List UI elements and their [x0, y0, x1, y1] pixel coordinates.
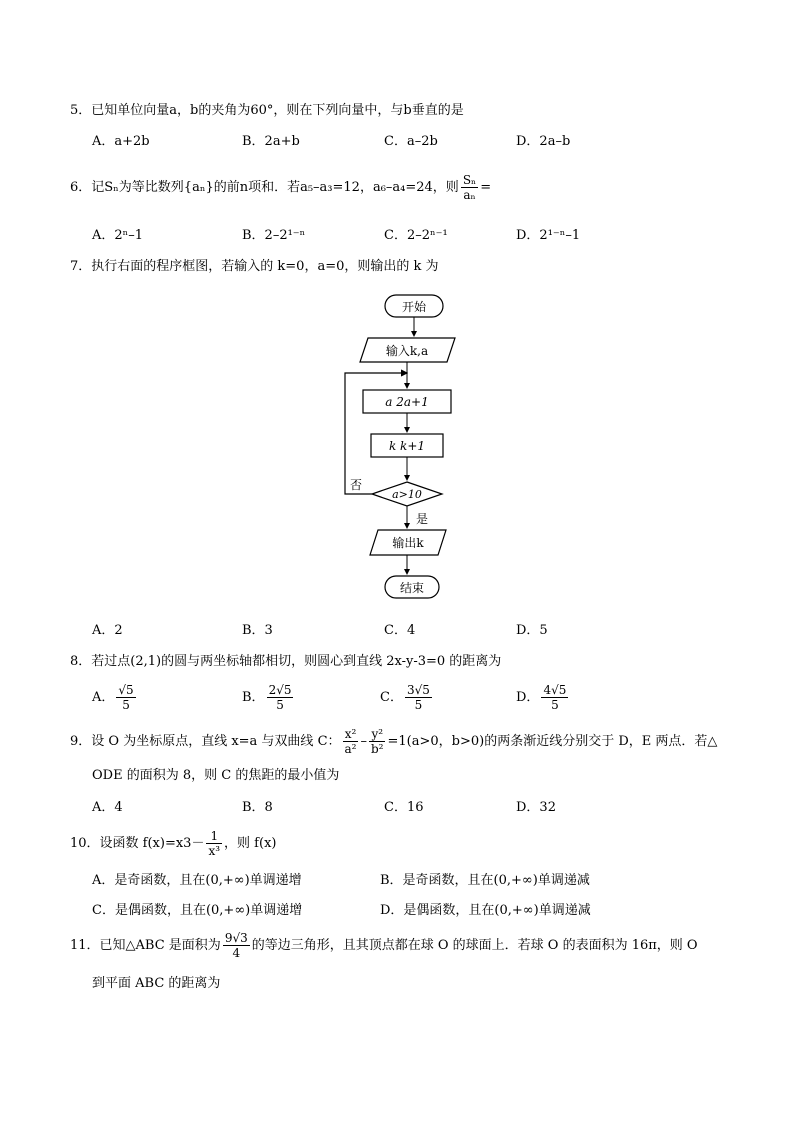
q11-stem-suffix: 的等边三角形，且其顶点都在球 O 的球面上．若球 O 的表面积为 16π，则 O — [251, 938, 698, 953]
q7-option-d: D．5 — [516, 623, 548, 638]
q11-stem-prefix: 11．已知△ABC 是面积为 — [70, 938, 221, 953]
q8-option-b-den: 5 — [276, 698, 284, 712]
q8-option-d-num: 4√5 — [543, 683, 567, 697]
q10-frac-num: 1 — [206, 829, 222, 844]
q8-option-c-den: 5 — [414, 698, 423, 712]
q6-frac-num: Sₙ — [462, 173, 477, 187]
q6-option-b: B．2–2¹⁻ⁿ — [242, 228, 306, 243]
q5-stem: 5．已知单位向量a，b的夹角为60°，则在下列向量中，与b垂直的是 — [70, 103, 464, 118]
q8-option-a-num: √5 — [118, 683, 134, 697]
q9-stem-a: 9．设 O 为坐标原点，直线 x=a 与双曲线 C： — [70, 734, 341, 749]
flowchart — [330, 285, 480, 610]
q11-stem — [70, 928, 698, 964]
q6-option-a: A．2ⁿ–1 — [92, 228, 144, 243]
q7-option-c: C．4 — [384, 623, 416, 638]
q10-option-c: C．是偶函数，且在(0,+∞)单调递增 — [92, 903, 303, 918]
q9-option-d: D．32 — [516, 800, 556, 815]
q8-option-d — [516, 680, 570, 716]
q6-fraction — [461, 173, 478, 202]
flow-step-a-label: a 2a+1 — [385, 395, 429, 409]
q10-option-b: B．是奇函数，且在(0,+∞)单调递减 — [380, 873, 590, 888]
q9-minus: – — [360, 734, 367, 749]
q11-frac-num: 9√3 — [224, 931, 248, 945]
q5-option-b: B．2a+b — [242, 134, 300, 149]
q8-option-d-den: 5 — [551, 698, 559, 712]
q5-option-d: D．2a–b — [516, 134, 571, 149]
flow-yes-label: 是 — [416, 512, 429, 526]
q7-option-b: B．3 — [242, 623, 273, 638]
q8-option-b-letter: B． — [242, 690, 265, 705]
flow-end-label: 结束 — [399, 581, 425, 595]
q9-option-c: C．16 — [384, 800, 424, 815]
q9-option-b: B．8 — [242, 800, 273, 815]
q7-option-a: A．2 — [92, 623, 123, 638]
q8-option-a-den: 5 — [122, 698, 130, 712]
q8-option-a — [92, 680, 138, 716]
q8-option-c-letter: C． — [380, 690, 403, 705]
q10-stem-prefix: 10．设函数 f(x)=x3－ — [70, 836, 205, 851]
flow-condition-label: a>10 — [392, 488, 422, 501]
q10-stem — [70, 826, 276, 862]
q7-stem: 7．执行右面的程序框图，若输入的 k=0，a=0，则输出的 k 为 — [70, 259, 439, 274]
q10-option-d: D．是偶函数，且在(0,+∞)单调递减 — [380, 903, 591, 918]
flow-output-label: 输出k — [392, 536, 424, 550]
flow-no-label: 否 — [350, 478, 363, 492]
q6-frac-den: aₙ — [463, 188, 476, 202]
flow-input-label: 输入k,a — [385, 344, 429, 358]
q10-option-a: A．是奇函数，且在(0,+∞)单调递增 — [92, 873, 302, 888]
q9-frac2-num: y² — [369, 727, 386, 742]
flow-start-label: 开始 — [401, 300, 427, 314]
q9-stem-line2: ODE 的面积为 8，则 C 的焦距的最小值为 — [92, 768, 340, 783]
q5-option-a: A．a+2b — [92, 134, 150, 149]
q9-frac1-num: x² — [343, 727, 359, 742]
q6-stem — [70, 168, 491, 208]
q9-stem-line1 — [70, 724, 717, 760]
q8-option-d-letter: D． — [516, 690, 540, 705]
q8-option-c-num: 3√5 — [406, 683, 430, 697]
q9-option-a: A．4 — [92, 800, 123, 815]
q11-frac-den: 4 — [232, 946, 241, 960]
q8-stem: 8．若过点(2,1)的圆与两坐标轴都相切，则圆心到直线 2x-y-3=0 的距离为 — [70, 654, 502, 669]
q10-frac-den: x³ — [208, 844, 221, 858]
q6-stem-suffix: = — [480, 180, 492, 195]
q8-option-b-num: 2√5 — [268, 683, 292, 697]
q9-frac1-den: a² — [344, 742, 357, 756]
q8-option-a-letter: A． — [92, 690, 115, 705]
q6-stem-prefix: 6．记Sₙ为等比数列{aₙ}的前n项和．若a₅–a₃=12，a₆–a₄=24，则 — [70, 180, 459, 195]
q6-option-d: D．2¹⁻ⁿ–1 — [516, 228, 581, 243]
q5-option-c: C．a–2b — [384, 134, 438, 149]
q6-option-c: C．2–2ⁿ⁻¹ — [384, 228, 448, 243]
q9-frac2-den: b² — [370, 742, 384, 756]
q9-stem-b: =1(a>0，b>0)的两条渐近线分别交于 D，E 两点．若△ — [387, 734, 718, 749]
q10-stem-suffix: ，则 f(x) — [224, 836, 277, 851]
q11-stem-line2: 到平面 ABC 的距离为 — [92, 976, 221, 991]
q8-option-b — [242, 680, 295, 716]
flow-step-k-label: k k+1 — [388, 439, 426, 453]
q8-option-c — [380, 680, 434, 716]
